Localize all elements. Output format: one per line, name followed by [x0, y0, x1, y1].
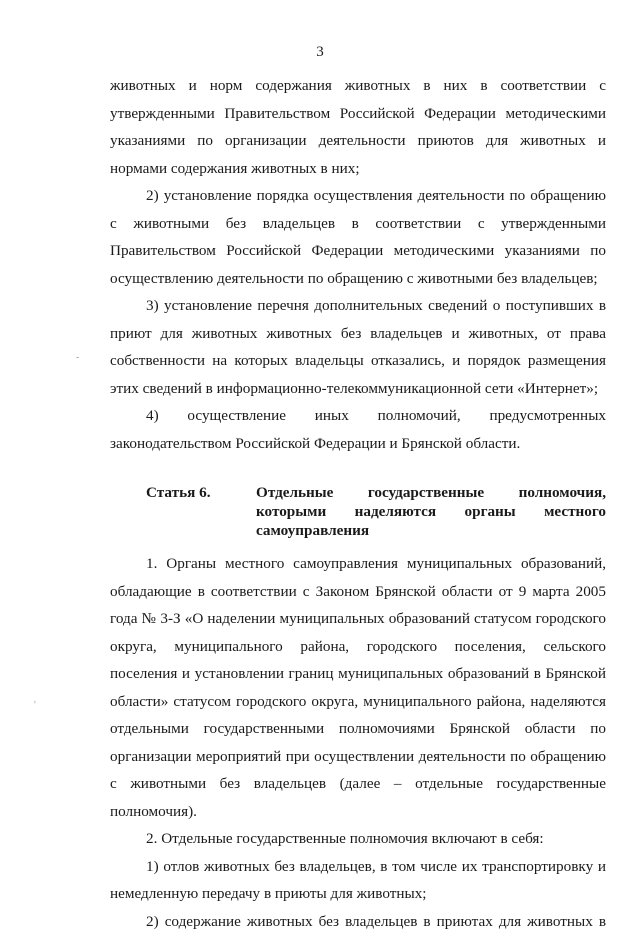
margin-mark: ': [34, 700, 36, 711]
paragraph: 2) установление порядка осуществления деятельности по обращению с животными без владельцев в соответствии с утвержденными Правительством Российской Федерации методическими указаниями по осуществлению деятельности по обращению с животными без владельцев;: [110, 182, 606, 292]
page-number: 3: [0, 44, 640, 61]
article-title: Отдельные государственные полномочия, которыми наделяются органы местного самоуправления: [256, 483, 606, 540]
paragraph: 2. Отдельные государственные полномочия включают в себя:: [110, 825, 606, 853]
paragraph: 1. Органы местного самоуправления муниципальных образований, обладающие в соответствии с Законом Брянской области от 9 марта 2005 года № 3-З «О наделении муниципальных образований статусом городского округа, муниципального района, городского поселения, сельского поселения и установлении границ муниципальных образований в Брянской области» статусом городского округа, муниципального района, наделяются отдельными государственными полномочиями Брянской области по организации мероприятий при осуществлении деятельности по обращению с животными без владельцев (далее – отдельные государственные полномочия).: [110, 550, 606, 825]
paragraph: животных и норм содержания животных в них в соответствии с утвержденными Правительством Российской Федерации методическими указаниями по организации деятельности приютов для животных и нормами содержания животных в них;: [110, 72, 606, 182]
paragraph: 2) содержание животных без владельцев в приютах для животных в: [110, 908, 606, 935]
paragraph: 4) осуществление иных полномочий, предусмотренных законодательством Российской Федерации и Брянской области.: [110, 402, 606, 457]
article-number: Статья 6.: [110, 483, 256, 540]
paragraph: 3) установление перечня дополнительных сведений о поступивших в приют для животных животных без владельцев и животных, от права собственности на которых владельцы отказались, и порядок размещения этих сведений в информационно-телекоммуникационной сети «Интернет»;: [110, 292, 606, 402]
document-body: [110, 72, 606, 935]
article-heading: [110, 483, 606, 540]
paragraph: 1) отлов животных без владельцев, в том числе их транспортировку и немедленную передачу в приюты для животных;: [110, 853, 606, 908]
margin-mark: -: [76, 352, 79, 363]
